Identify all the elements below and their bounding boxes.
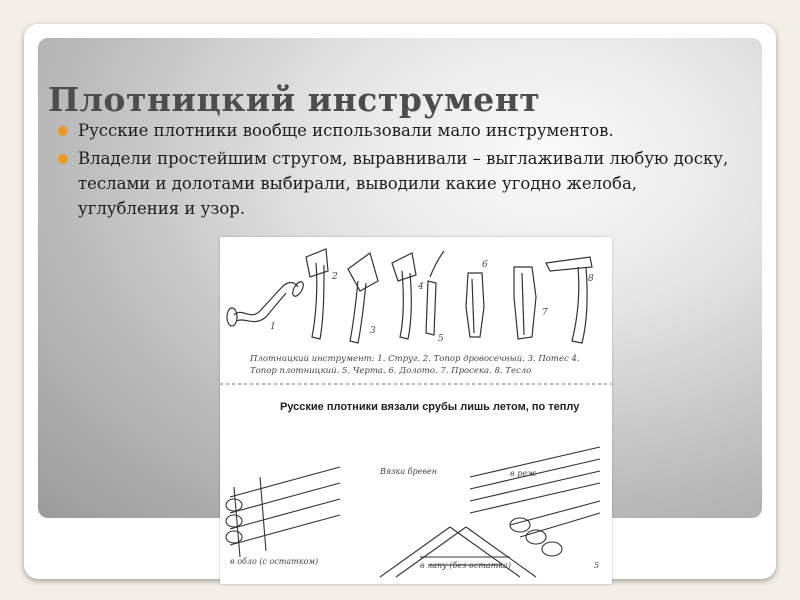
- drawknife-icon: [227, 280, 305, 326]
- scriber-icon: [426, 251, 444, 335]
- logs-title: Русские плотники вязали срубы лишь летом, по теплу: [280, 401, 580, 413]
- tool-number-label: 6: [482, 260, 488, 270]
- chisel-icon: [466, 273, 484, 337]
- label-vrezh: в реж: [510, 469, 537, 478]
- bullet-dot-icon: [58, 154, 68, 164]
- tool-number-label: 1: [270, 322, 276, 332]
- log-stack-oblo-icon: [226, 467, 340, 557]
- slide-title: Плотницкий инструмент: [48, 80, 541, 119]
- divider: [220, 383, 612, 385]
- page-number: 5: [594, 561, 600, 570]
- tool-number-label: 2: [332, 272, 338, 282]
- adze-icon: [546, 257, 592, 343]
- bullet-item: [56, 146, 736, 221]
- bullet-text: Русские плотники вообще использовали мало инструментов.: [78, 121, 614, 140]
- label-vyazka: Вязка бревен: [380, 467, 438, 476]
- tool-number-label: 3: [370, 326, 376, 336]
- label-oblo: в обло (с остатком): [230, 557, 319, 566]
- tool-number-label: 4: [418, 282, 424, 292]
- bullet-dot-icon: [58, 126, 68, 136]
- bullet-list: [56, 118, 736, 224]
- tool-number-label: 7: [542, 308, 548, 318]
- tool-number-label: 5: [438, 334, 444, 344]
- bullet-text: Владели простейшим стругом, выравнивали – выглаживали любую доску, теслами и долотами выбирали, выводили какие угодно желоба, углубления и узор.: [78, 149, 729, 218]
- bullet-item: [56, 118, 736, 143]
- tool-number-label: 8: [588, 274, 594, 284]
- carpentry-illustration: [220, 237, 612, 584]
- carpenter-axe-icon: [392, 253, 416, 339]
- axe-icon: [306, 249, 328, 339]
- tools-caption: Плотницкий инструмент: 1. Струг. 2. Топор дровосечный. 3. Потес 4. Топор плотницкий. 5. Черта. 6. Долото. 7. Просека. 8. Тесло: [250, 354, 580, 376]
- label-lapu: в лапу (без остатка): [420, 561, 511, 570]
- mortise-axe-icon: [514, 267, 536, 339]
- log-joint-rezh-icon: [470, 447, 600, 556]
